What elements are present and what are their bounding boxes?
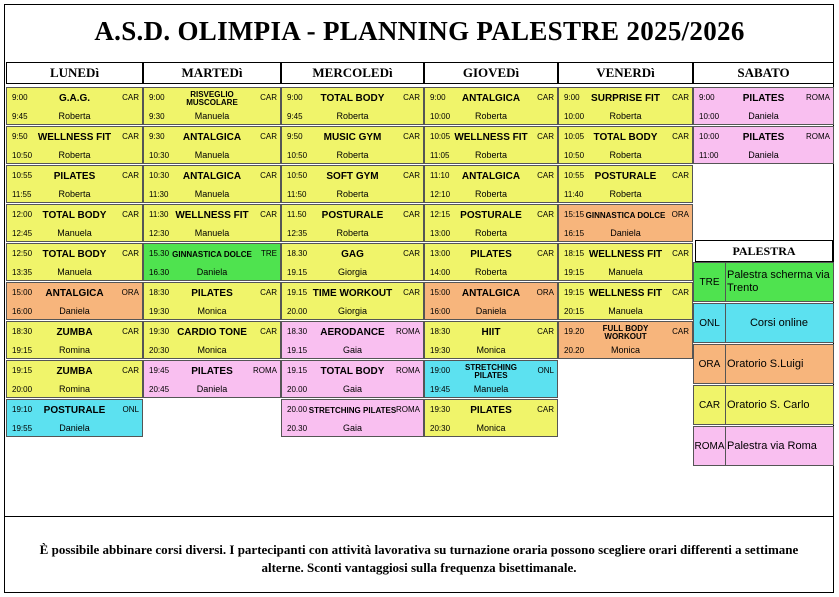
instructor-name: Monica	[476, 423, 506, 433]
end-time: 11:55	[12, 190, 32, 199]
end-time: 19.15	[287, 346, 308, 355]
class-slot[interactable]	[558, 282, 693, 320]
start-time: 19.15	[287, 366, 308, 375]
activity-name: ANTALGICA	[45, 288, 104, 299]
start-time: 19:15	[564, 288, 585, 297]
instructor-name: Daniela	[59, 423, 90, 433]
instructor-name: Daniela	[748, 111, 779, 121]
end-time: 19:45	[430, 385, 451, 394]
activity-name: G.A.G.	[58, 93, 91, 104]
end-time: 14:00	[430, 268, 451, 277]
location-code: CAR	[403, 249, 420, 258]
instructor-name: Giorgia	[337, 306, 367, 316]
location-code: CAR	[122, 366, 139, 375]
instructor-name: Roberta	[474, 228, 508, 238]
instructor-name: Monica	[197, 345, 227, 355]
legend-description: Oratorio S.Luigi	[727, 357, 804, 370]
location-code: CAR	[122, 132, 139, 141]
instructor-name: Roberta	[336, 111, 369, 121]
location-code: CAR	[672, 249, 689, 258]
activity-name: ANTALGICA	[182, 132, 242, 143]
class-slot[interactable]	[558, 87, 693, 125]
location-code: CAR	[672, 288, 689, 297]
activity-name: POSTURALE	[43, 405, 106, 416]
day-header: MERCOLEDì	[281, 62, 424, 84]
end-time: 10:50	[564, 151, 585, 160]
class-slot[interactable]	[6, 87, 143, 125]
activity-name: ANTALGICA	[461, 171, 521, 182]
instructor-name: Roberta	[609, 150, 642, 160]
class-slot[interactable]	[143, 321, 281, 359]
activity-name: MUSIC GYM	[323, 132, 382, 143]
instructor-name: Monica	[610, 345, 640, 355]
activity-name: PILATES	[191, 366, 233, 377]
instructor-name: Daniela	[196, 384, 228, 394]
activity-name: AERODANCE	[320, 327, 385, 338]
palestra-heading: PALESTRA	[695, 240, 833, 262]
location-code: CAR	[260, 327, 277, 336]
legend-code: ORA	[694, 345, 726, 383]
location-code: CAR	[672, 93, 689, 102]
class-slot[interactable]	[6, 165, 143, 203]
end-time: 10:00	[564, 112, 585, 121]
location-code: CAR	[403, 93, 420, 102]
instructor-name: Roberta	[336, 189, 369, 199]
instructor-name: Daniela	[475, 306, 507, 316]
class-slot[interactable]	[424, 87, 558, 125]
instructor-name: Gaia	[342, 423, 362, 433]
activity-name: WELLNESS FIT	[588, 249, 663, 260]
location-code: CAR	[537, 93, 554, 102]
legend-item	[693, 303, 834, 343]
start-time: 12:50	[12, 249, 33, 258]
start-time: 10:55	[564, 171, 585, 180]
location-code: CAR	[260, 171, 277, 180]
instructor-name: Roberta	[474, 267, 508, 277]
start-time: 9:00	[699, 93, 715, 102]
legend-item	[693, 426, 834, 466]
class-slot[interactable]	[281, 360, 424, 398]
end-time: 11:40	[564, 190, 584, 199]
start-time: 12:15	[430, 210, 451, 219]
legend-code: CAR	[694, 386, 726, 424]
legend-description: Palestra via Roma	[727, 439, 817, 452]
end-time: 13:35	[12, 268, 33, 277]
instructor-name: Daniela	[610, 228, 641, 238]
location-code: TRE	[261, 249, 277, 258]
class-slot[interactable]	[143, 243, 281, 281]
class-slot[interactable]	[143, 126, 281, 164]
activity-name: SURPRISE FIT	[591, 93, 660, 104]
end-time: 12:10	[430, 190, 451, 199]
legend-item	[693, 385, 834, 425]
instructor-name: Roberta	[609, 189, 642, 199]
start-time: 11:30	[149, 210, 169, 219]
start-time: 19.15	[287, 288, 308, 297]
class-slot[interactable]	[281, 321, 424, 359]
start-time: 18.30	[287, 327, 308, 336]
start-time: 11.50	[287, 210, 307, 219]
activity-name: TOTAL BODY	[593, 132, 658, 143]
end-time: 12:35	[287, 229, 308, 238]
start-time: 9:00	[12, 93, 28, 102]
instructor-name: Manuela	[194, 189, 230, 199]
activity-name: FULL BODY WORKOUT	[602, 323, 649, 341]
legend-description: Palestra scherma via Trento	[727, 269, 830, 294]
instructor-name: Roberta	[336, 150, 369, 160]
instructor-name: Monica	[197, 306, 227, 316]
location-code: ORA	[121, 288, 139, 297]
end-time: 16:00	[430, 307, 451, 316]
end-time: 19:15	[12, 346, 33, 355]
end-time: 9:30	[149, 112, 165, 121]
class-slot[interactable]	[424, 321, 558, 359]
activity-name: PILATES	[470, 405, 512, 416]
start-time: 10:30	[149, 171, 170, 180]
class-slot[interactable]	[424, 126, 558, 164]
location-code: ONL	[537, 366, 554, 375]
activity-name: TOTAL BODY	[320, 93, 385, 104]
activity-name: STRETCHING PILATES	[308, 405, 397, 415]
activity-name: GINNASTICA DOLCE	[585, 210, 666, 220]
location-code: ROMA	[253, 366, 277, 375]
instructor-name: Manuela	[57, 228, 92, 238]
end-time: 19.15	[287, 268, 308, 277]
instructor-name: Daniela	[748, 150, 779, 160]
instructor-name: Manuela	[194, 228, 230, 238]
end-time: 20:15	[564, 307, 585, 316]
start-time: 15:00	[430, 288, 451, 297]
class-slot[interactable]	[6, 243, 143, 281]
class-slot[interactable]	[6, 399, 143, 437]
location-code: CAR	[403, 132, 420, 141]
start-time: 19:00	[430, 366, 451, 375]
end-time: 20:30	[149, 346, 170, 355]
instructor-name: Manuela	[473, 384, 509, 394]
class-slot[interactable]	[424, 399, 558, 437]
end-time: 9:45	[12, 112, 28, 121]
instructor-name: Monica	[476, 345, 506, 355]
location-code: ROMA	[806, 132, 830, 141]
class-slot[interactable]	[558, 321, 693, 359]
footer-note-box	[4, 516, 834, 593]
instructor-name: Manuela	[57, 267, 92, 277]
end-time: 20.20	[564, 346, 585, 355]
instructor-name: Roberta	[474, 111, 508, 121]
legend-item	[693, 344, 834, 384]
class-slot[interactable]	[143, 165, 281, 203]
class-slot[interactable]	[424, 243, 558, 281]
activity-name: CARDIO TONE	[177, 327, 247, 338]
location-code: ORA	[536, 288, 554, 297]
class-slot[interactable]	[6, 204, 143, 242]
instructor-name: Daniela	[196, 267, 228, 277]
activity-name: GAG	[341, 249, 364, 260]
footer-note: È possibile abbinare corsi diversi. I partecipanti con attività lavorativa su turnazione oraria possono scegliere orari differenti a settimane alterne. Sconti vantaggiosi sulla frequenza bisettimanale.	[39, 542, 799, 575]
location-code: CAR	[260, 288, 277, 297]
activity-name: STRETCHING PILATES	[465, 362, 517, 380]
end-time: 13:00	[430, 229, 451, 238]
start-time: 15:00	[12, 288, 33, 297]
activity-name: GINNASTICA DOLCE	[172, 249, 252, 259]
class-slot[interactable]	[558, 243, 693, 281]
class-slot[interactable]	[693, 126, 834, 164]
location-code: CAR	[537, 405, 554, 414]
activity-name: HIIT	[481, 327, 501, 338]
location-code: CAR	[122, 249, 139, 258]
location-code: CAR	[537, 132, 554, 141]
start-time: 12:00	[12, 210, 33, 219]
end-time: 20:00	[12, 385, 33, 394]
start-time: 9:00	[564, 93, 580, 102]
end-time: 20.00	[287, 385, 308, 394]
end-time: 20:30	[430, 424, 451, 433]
start-time: 19:10	[12, 405, 33, 414]
instructor-name: Roberta	[474, 189, 508, 199]
start-time: 10:55	[12, 171, 33, 180]
start-time: 10:00	[699, 132, 720, 141]
end-time: 11:50	[287, 190, 307, 199]
start-time: 9:50	[12, 132, 28, 141]
end-time: 16:00	[12, 307, 33, 316]
end-time: 10:00	[699, 112, 720, 121]
location-code: CAR	[403, 171, 420, 180]
start-time: 19:45	[149, 366, 170, 375]
activity-name: ZUMBA	[56, 327, 93, 338]
location-code: ROMA	[396, 366, 420, 375]
instructor-name: Manuela	[608, 267, 643, 277]
class-slot[interactable]	[143, 87, 281, 125]
activity-name: WELLNESS FIT	[588, 288, 663, 299]
start-time: 9:00	[430, 93, 446, 102]
day-header: MARTEDì	[143, 62, 281, 84]
end-time: 10:50	[287, 151, 308, 160]
activity-name: ZUMBA	[56, 366, 93, 377]
start-time: 9:00	[287, 93, 303, 102]
class-slot[interactable]	[6, 360, 143, 398]
activity-name: WELLNESS FIT	[37, 132, 112, 143]
activity-name: ANTALGICA	[461, 93, 521, 104]
start-time: 11:10	[430, 171, 450, 180]
end-time: 11:05	[430, 151, 450, 160]
legend-item	[693, 262, 834, 302]
instructor-name: Manuela	[608, 306, 643, 316]
start-time: 9:50	[287, 132, 303, 141]
instructor-name: Roberta	[58, 111, 91, 121]
day-header: LUNEDì	[6, 62, 143, 84]
legend-code: ONL	[694, 304, 726, 342]
class-slot[interactable]	[6, 321, 143, 359]
location-code: ROMA	[396, 327, 420, 336]
instructor-name: Gaia	[342, 384, 362, 394]
activity-name: RISVEGLIO MUSCOLARE	[186, 89, 238, 107]
location-code: CAR	[672, 132, 689, 141]
activity-name: TOTAL BODY	[42, 210, 107, 221]
end-time: 11:30	[149, 190, 169, 199]
activity-name: SOFT GYM	[326, 171, 379, 182]
instructor-name: Manuela	[194, 150, 230, 160]
legend-description: Corsi online	[749, 316, 809, 329]
start-time: 15:15	[564, 210, 585, 219]
activity-name: ANTALGICA	[461, 288, 521, 299]
class-slot[interactable]	[143, 204, 281, 242]
activity-name: PILATES	[53, 171, 96, 182]
end-time: 19:15	[564, 268, 585, 277]
location-code: CAR	[537, 327, 554, 336]
activity-name: WELLNESS FIT	[454, 132, 528, 143]
location-code: CAR	[403, 210, 420, 219]
instructor-name: Romina	[58, 384, 90, 394]
end-time: 20.00	[287, 307, 308, 316]
start-time: 18:30	[430, 327, 451, 336]
start-time: 10:05	[430, 132, 451, 141]
start-time: 13:00	[430, 249, 451, 258]
location-code: CAR	[122, 93, 139, 102]
location-code: CAR	[122, 171, 139, 180]
end-time: 16:15	[564, 229, 585, 238]
activity-name: PILATES	[470, 249, 512, 260]
end-time: 9:45	[287, 112, 303, 121]
class-slot[interactable]	[281, 165, 424, 203]
end-time: 10:50	[12, 151, 33, 160]
location-code: CAR	[260, 210, 277, 219]
class-slot[interactable]	[281, 204, 424, 242]
location-code: CAR	[537, 171, 554, 180]
class-slot[interactable]	[693, 87, 834, 125]
activity-name: PILATES	[191, 288, 233, 299]
location-code: CAR	[672, 171, 689, 180]
activity-name: ANTALGICA	[182, 171, 242, 182]
activity-name: POSTURALE	[594, 171, 657, 182]
start-time: 18:15	[564, 249, 585, 258]
activity-name: PILATES	[742, 93, 785, 104]
activity-name: POSTURALE	[321, 210, 384, 221]
class-slot[interactable]	[6, 126, 143, 164]
instructor-name: Roberta	[609, 111, 642, 121]
location-code: ROMA	[806, 93, 830, 102]
start-time: 9:00	[149, 93, 165, 102]
instructor-name: Romina	[58, 345, 90, 355]
start-time: 19:30	[430, 405, 451, 414]
location-code: CAR	[260, 132, 277, 141]
page-title: A.S.D. OLIMPIA - PLANNING PALESTRE 2025/2026	[94, 16, 745, 46]
end-time: 19:55	[12, 424, 33, 433]
instructor-name: Daniela	[59, 306, 90, 316]
day-header: GIOVEDì	[424, 62, 558, 84]
start-time: 10:50	[287, 171, 308, 180]
end-time: 12:45	[12, 229, 33, 238]
legend-description: Oratorio S. Carlo	[727, 398, 810, 411]
class-slot[interactable]	[558, 126, 693, 164]
start-time: 18:30	[149, 288, 170, 297]
class-slot[interactable]	[281, 399, 424, 437]
instructor-name: Giorgia	[337, 267, 367, 277]
start-time: 18.30	[287, 249, 308, 258]
location-code: CAR	[122, 327, 139, 336]
end-time: 11:00	[699, 151, 719, 160]
location-code: ORA	[671, 210, 689, 219]
instructor-name: Roberta	[58, 150, 91, 160]
start-time: 19.20	[564, 327, 585, 336]
activity-name: TIME WORKOUT	[312, 288, 393, 299]
start-time: 10:05	[564, 132, 585, 141]
start-time: 20.00	[287, 405, 308, 414]
class-slot[interactable]	[281, 282, 424, 320]
location-code: CAR	[672, 327, 689, 336]
end-time: 12:30	[149, 229, 170, 238]
start-time: 18:30	[12, 327, 33, 336]
end-time: 20.30	[287, 424, 308, 433]
end-time: 16.30	[149, 268, 170, 277]
location-code: CAR	[403, 288, 420, 297]
end-time: 10:30	[149, 151, 170, 160]
legend-code: ROMA	[694, 427, 726, 465]
class-slot[interactable]	[281, 243, 424, 281]
start-time: 15.30	[149, 249, 170, 258]
instructor-name: Roberta	[58, 189, 91, 199]
class-slot[interactable]	[143, 360, 281, 398]
class-slot[interactable]	[281, 126, 424, 164]
start-time: 19:30	[149, 327, 170, 336]
class-slot[interactable]	[424, 165, 558, 203]
class-slot[interactable]	[424, 204, 558, 242]
start-time: 9:30	[149, 132, 165, 141]
location-code: CAR	[260, 93, 277, 102]
class-slot[interactable]	[424, 360, 558, 398]
activity-name: PILATES	[742, 132, 785, 143]
class-slot[interactable]	[558, 204, 693, 242]
class-slot[interactable]	[281, 87, 424, 125]
day-header: VENERDì	[558, 62, 693, 84]
instructor-name: Gaia	[342, 345, 362, 355]
end-time: 19:30	[149, 307, 170, 316]
instructor-name: Manuela	[194, 111, 230, 121]
instructor-name: Roberta	[474, 150, 508, 160]
location-code: ONL	[122, 405, 139, 414]
class-slot[interactable]	[6, 282, 143, 320]
location-code: CAR	[122, 210, 139, 219]
end-time: 10:00	[430, 112, 451, 121]
activity-name: TOTAL BODY	[42, 249, 107, 260]
location-code: CAR	[537, 249, 554, 258]
end-time: 19:30	[430, 346, 451, 355]
end-time: 20:45	[149, 385, 170, 394]
start-time: 19:15	[12, 366, 33, 375]
class-slot[interactable]	[424, 282, 558, 320]
location-code: CAR	[537, 210, 554, 219]
day-header: SABATO	[693, 62, 834, 84]
activity-name: POSTURALE	[460, 210, 522, 221]
activity-name: TOTAL BODY	[320, 366, 385, 377]
legend-code: TRE	[694, 263, 726, 301]
class-slot[interactable]	[558, 165, 693, 203]
activity-name: WELLNESS FIT	[175, 210, 249, 221]
instructor-name: Roberta	[336, 228, 369, 238]
location-code: ROMA	[396, 405, 420, 414]
class-slot[interactable]	[143, 282, 281, 320]
